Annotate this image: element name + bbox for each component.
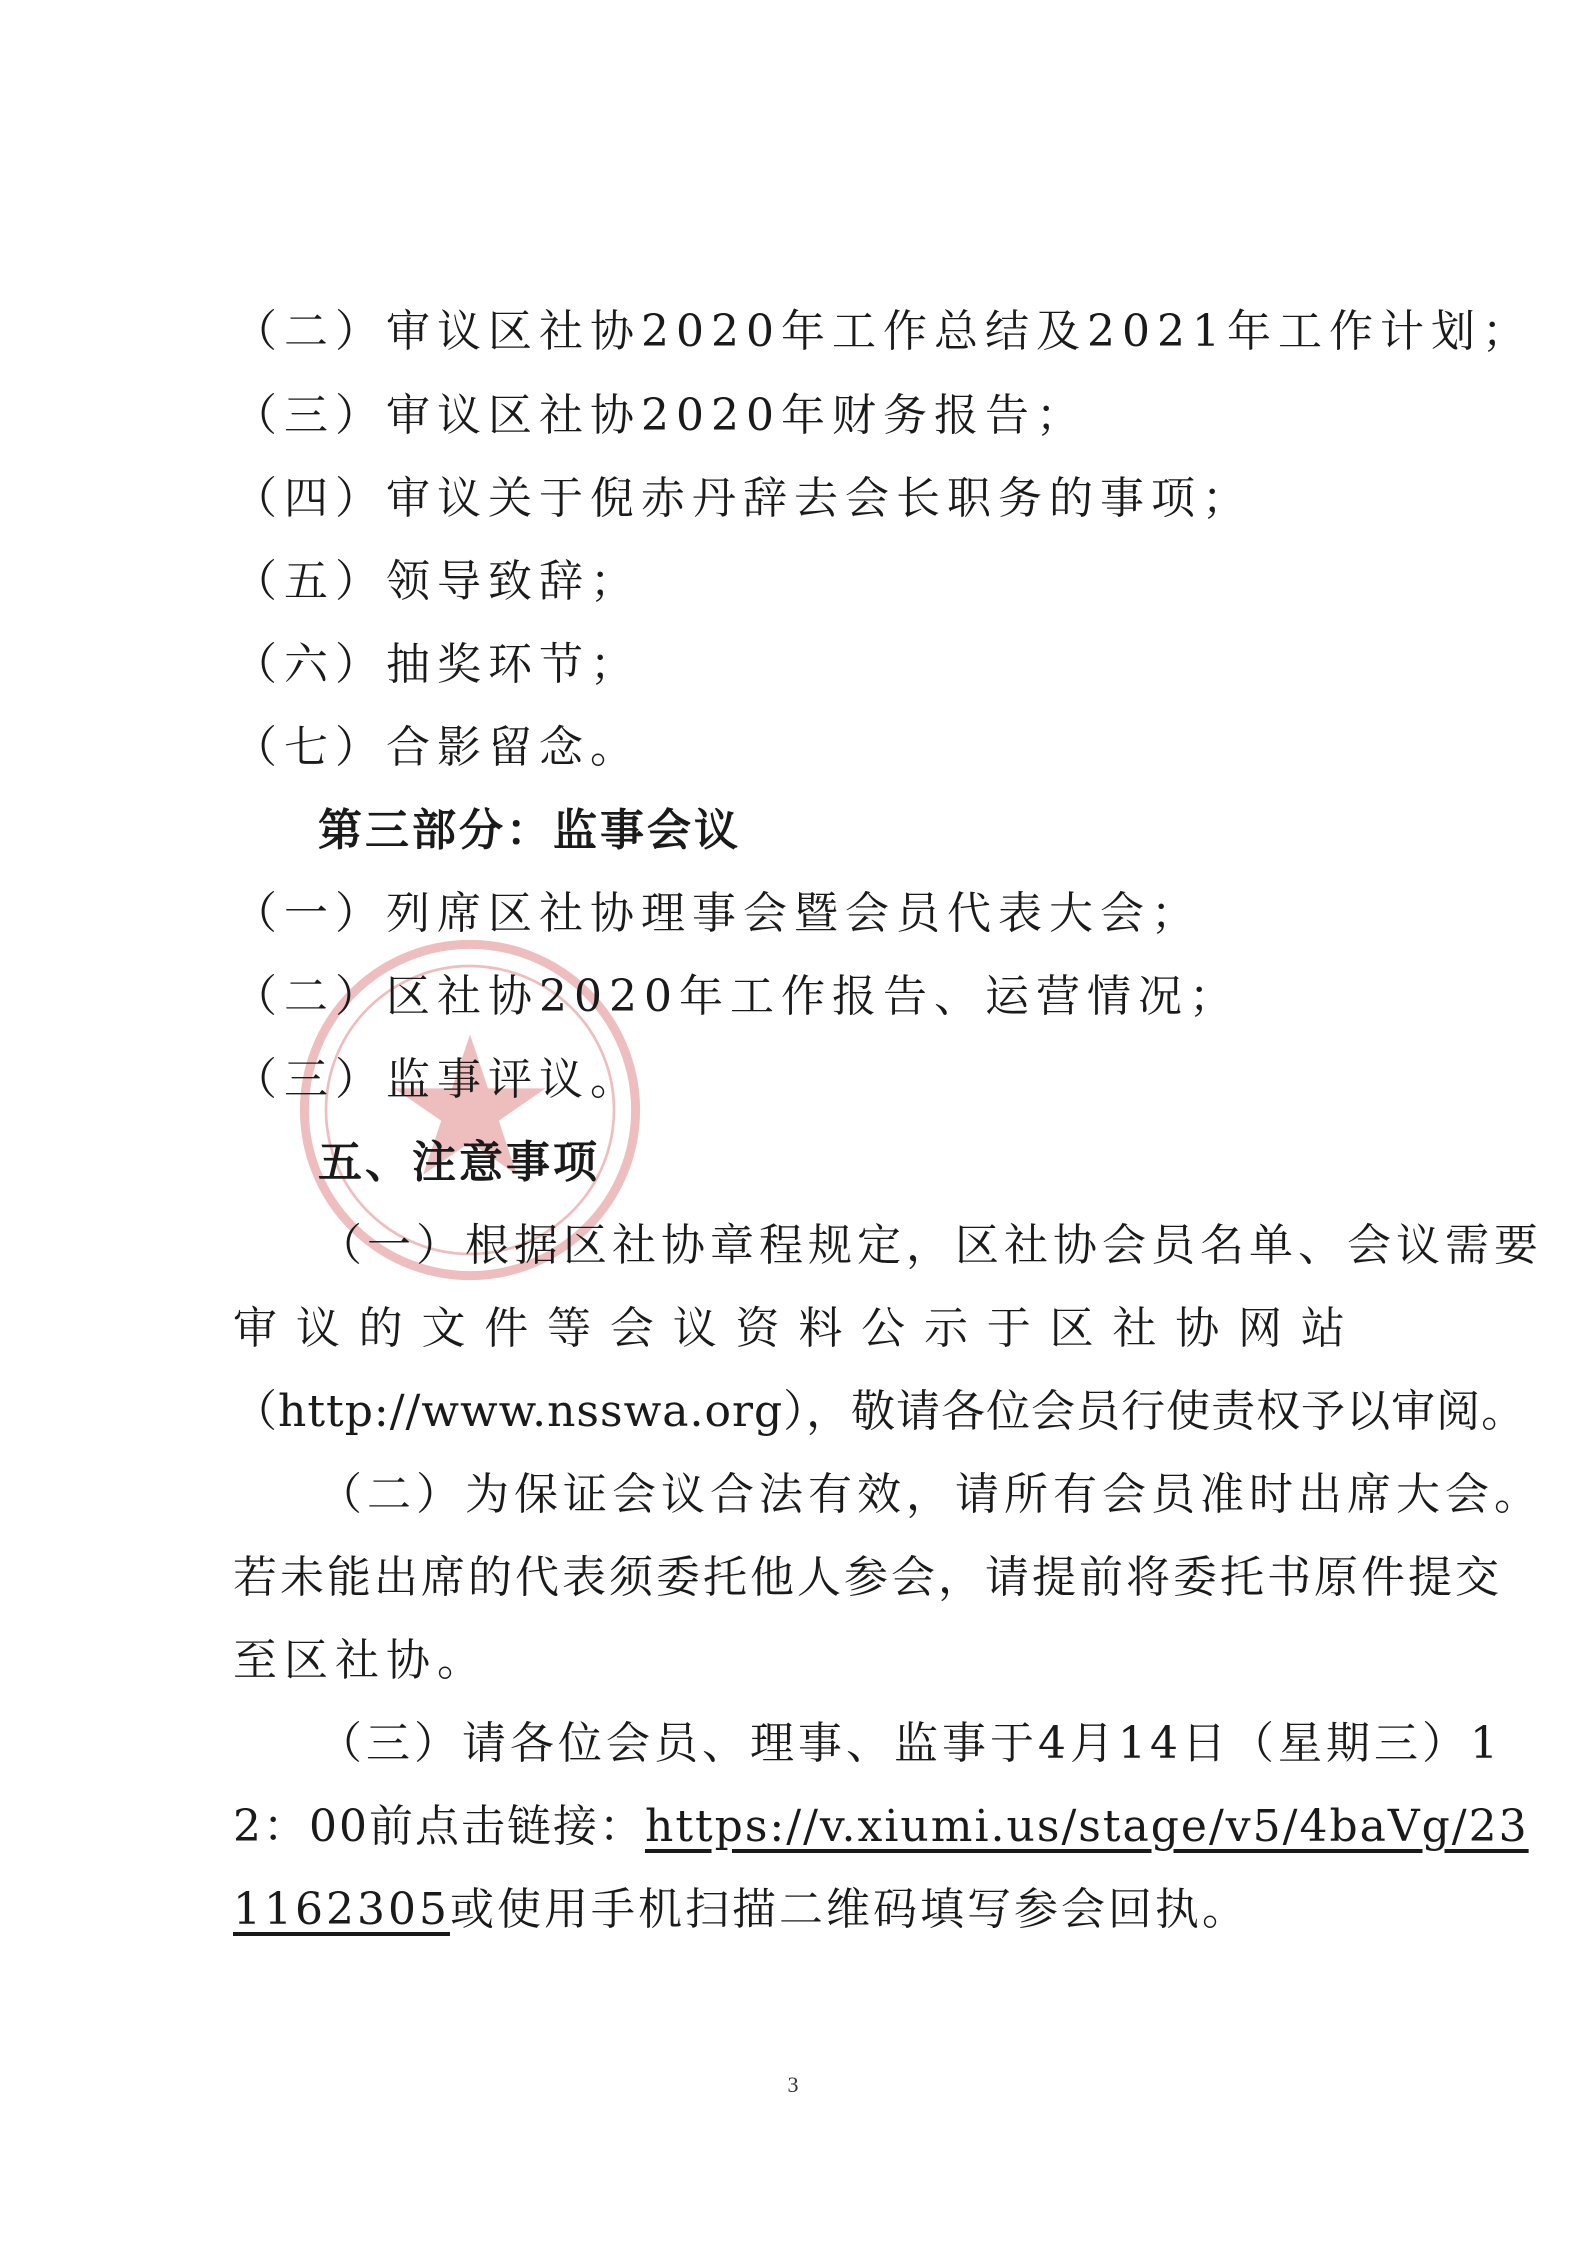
char: 等	[547, 1303, 592, 1354]
agenda-item-3: （三）审议区社协2020年财务报告；	[233, 390, 1087, 441]
notice-1-line-1: （一）根据区社协章程规定，区社协会员名单、会议需要	[318, 1220, 1543, 1271]
char: 审	[233, 1303, 277, 1354]
char: 站	[1300, 1303, 1345, 1354]
deadline-text: 2：00前点击链接：	[233, 1801, 645, 1852]
agenda-item-2: （二）审议区社协2020年工作总结及2021年工作计划；	[233, 306, 1533, 357]
char: 协	[1175, 1303, 1220, 1354]
char: 网	[1238, 1303, 1282, 1354]
part3-heading: 第三部分：监事会议	[318, 805, 741, 856]
notice-1-line-3: （http://www.nsswa.org），敬请各位会员行使责权予以审阅。	[233, 1386, 1527, 1437]
notice-2-line-3: 至区社协。	[233, 1635, 488, 1686]
notice-2-line-1: （二）为保证会议合法有效，请所有会员准时出席大会。	[318, 1469, 1543, 1520]
page-number: 3	[787, 2072, 799, 2097]
char: 区	[1049, 1303, 1094, 1354]
char: 公	[861, 1303, 906, 1354]
part3-item-1: （一）列席区社协理事会暨会员代表大会；	[233, 888, 1202, 939]
notice-3-line-1: （三）请各位会员、理事、监事于4月14日（星期三）1	[318, 1718, 1502, 1769]
char: 示	[923, 1303, 968, 1354]
notice-2-line-2: 若未能出席的代表须委托他人参会，请提前将委托书原件提交	[233, 1552, 1502, 1603]
char: 料	[798, 1303, 843, 1354]
registration-link-continued[interactable]: 1162305	[233, 1884, 450, 1935]
char: 社	[1112, 1303, 1157, 1354]
char: 文	[421, 1303, 466, 1354]
char: 于	[986, 1303, 1031, 1354]
agenda-item-4: （四）审议关于倪赤丹辞去会长职务的事项；	[233, 473, 1253, 524]
notice-3-line-2	[233, 1797, 1529, 1857]
char: 资	[735, 1303, 780, 1354]
notice-3-line-3	[233, 1880, 1249, 1940]
char: 件	[484, 1303, 529, 1354]
agenda-item-7: （七）合影留念。	[233, 722, 641, 773]
agenda-item-5: （五）领导致辞；	[233, 556, 641, 607]
part3-item-2: （二）区社协2020年工作报告、运营情况；	[233, 971, 1240, 1022]
char: 议	[295, 1303, 340, 1354]
char: 议	[672, 1303, 717, 1354]
notice-1-line-2	[233, 1299, 1345, 1359]
part3-item-3: （三）监事评议。	[233, 1054, 641, 1105]
qr-instruction-text: 或使用手机扫描二维码填写参会回执。	[449, 1884, 1249, 1935]
agenda-item-6: （六）抽奖环节；	[233, 639, 641, 690]
char: 的	[358, 1303, 403, 1354]
section5-heading: 五、注意事项	[318, 1137, 600, 1188]
char: 会	[609, 1303, 654, 1354]
registration-link[interactable]: https://v.xiumi.us/stage/v5/4baVg/23	[644, 1801, 1529, 1852]
